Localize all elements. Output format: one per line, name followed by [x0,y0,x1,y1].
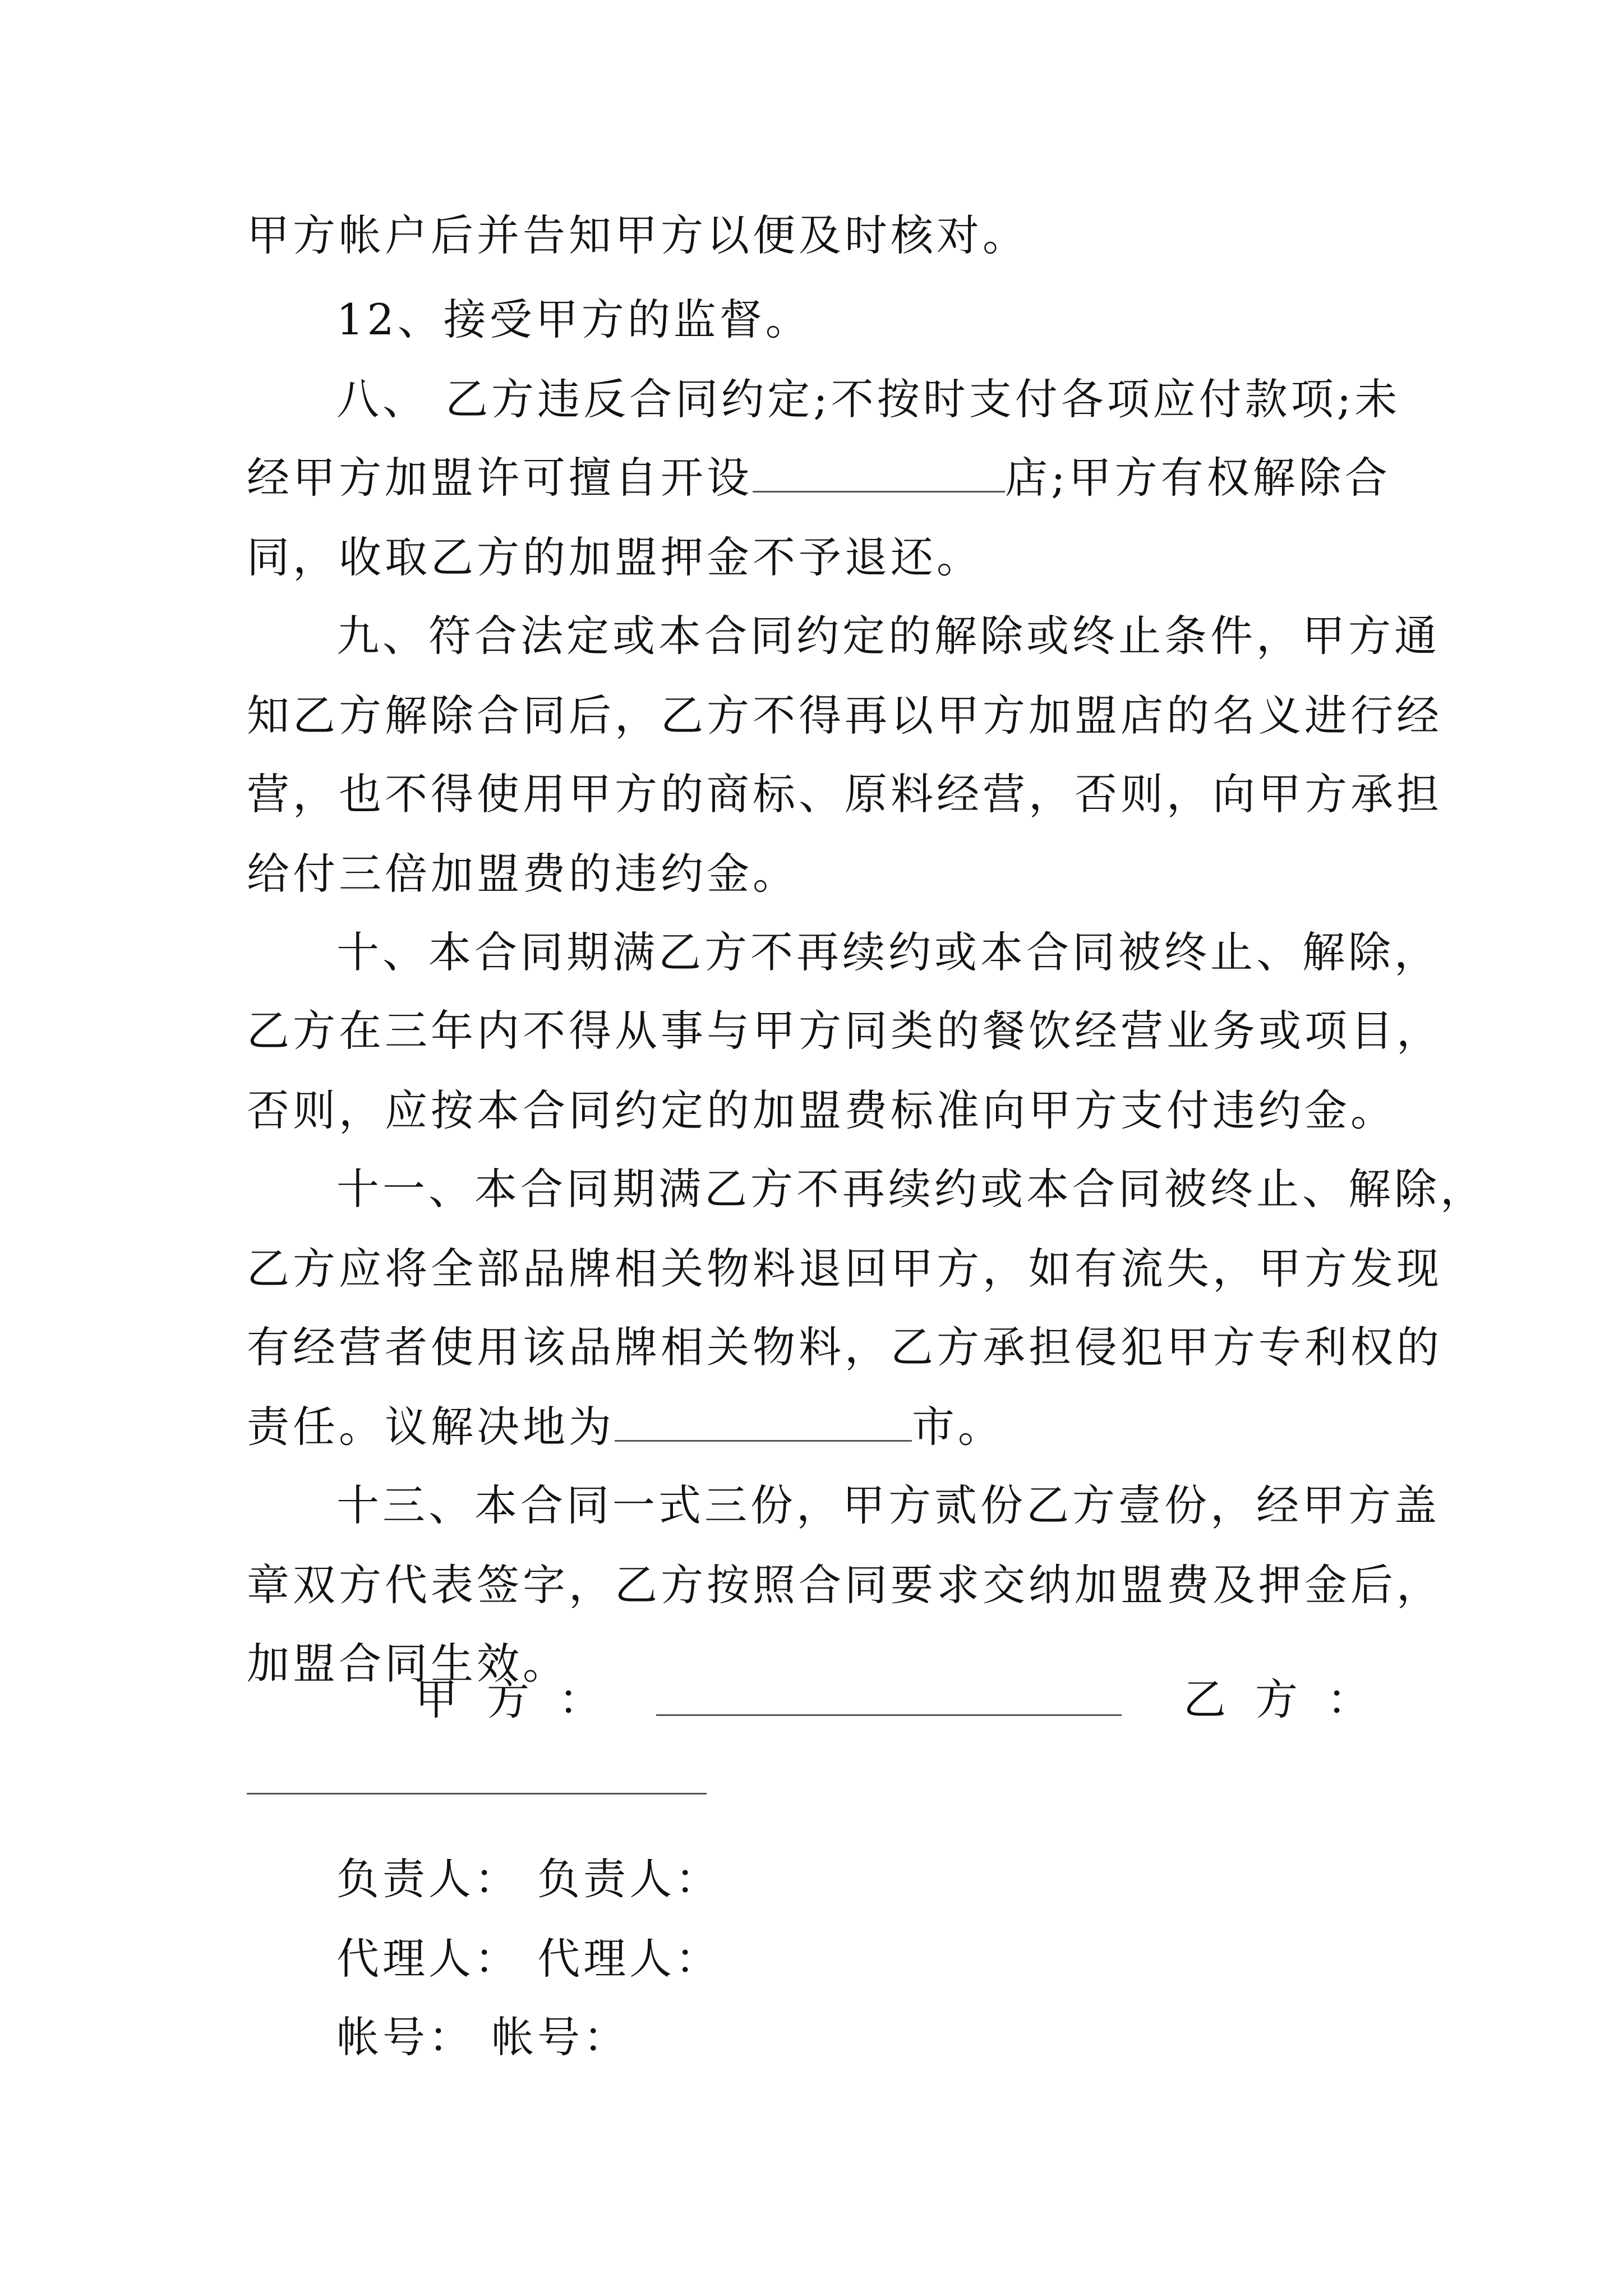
item-12: 12、接受甲方的监督。 [336,295,811,344]
clause-13-line-3: 加盟合同生效。 [247,1639,569,1688]
clause-9-line-2: 知乙方解除合同后，乙方不得再以甲方加盟店的名义进行经 [247,691,1442,740]
agent-row: 代理人： 代理人： [336,1934,722,1984]
text-line-1: 甲方帐户后并告知甲方以便及时核对。 [247,210,1029,260]
clause-13-line-2: 章双方代表签字，乙方按照合同要求交纳加盟费及押金后， [247,1560,1442,1610]
clause-11-line-4: 责任。议解决地为 市。 [247,1402,1004,1452]
clause-8-line-1: 八、 乙方违反合同约定;不按时支付各项应付款项;未 [336,374,1401,424]
clause-10-line-2: 乙方在三年内不得从事与甲方同类的餐饮经营业务或项目， [247,1006,1442,1056]
account-number-row: 帐号： 帐号： [336,2012,630,2062]
responsible-person-row: 负责人： 负责人： [336,1854,722,1904]
clause-8-line-2: 经甲方加盟许可擅自开设 店;甲方有权解除合 [247,453,1391,503]
dispute-location-blank [615,1401,912,1442]
clause-9-line-3: 营，也不得使用甲方的商标、原料经营，否则，向甲方承担 [247,769,1442,819]
clause-8-line-3: 同，收取乙方的加盟押金不予退还。 [247,532,983,582]
clause-10-line-1: 十、本合同期满乙方不再续约或本合同被终止、解除， [336,927,1440,977]
party-a-signature-line [656,1714,1122,1716]
signature-row [415,1672,1402,1728]
party-b-signature-line [247,1793,707,1795]
clause-13-line-1: 十三、本合同一式三份，甲方贰份乙方壹份，经甲方盖 [336,1480,1440,1530]
clause-10-line-3: 否则，应按本合同约定的加盟费标准向甲方支付违约金。 [247,1085,1396,1135]
clause-9-line-1: 九、符合法定或本合同约定的解除或终止条件，甲方通 [336,611,1440,661]
store-name-blank [753,452,1005,493]
party-a-label: 甲方： [415,1674,630,1724]
clause-11-line-1: 十一、本合同期满乙方不再续约或本合同被终止、解除， [336,1164,1486,1214]
clause-11-line-2: 乙方应将全部品牌相关物料退回甲方，如有流失，甲方发现 [247,1244,1442,1294]
party-b-label: 乙方： [1183,1674,1399,1724]
clause-9-line-4: 给付三倍加盟费的违约金。 [247,849,799,899]
clause-11-line-3: 有经营者使用该品牌相关物料，乙方承担侵犯甲方专利权的 [247,1322,1442,1372]
